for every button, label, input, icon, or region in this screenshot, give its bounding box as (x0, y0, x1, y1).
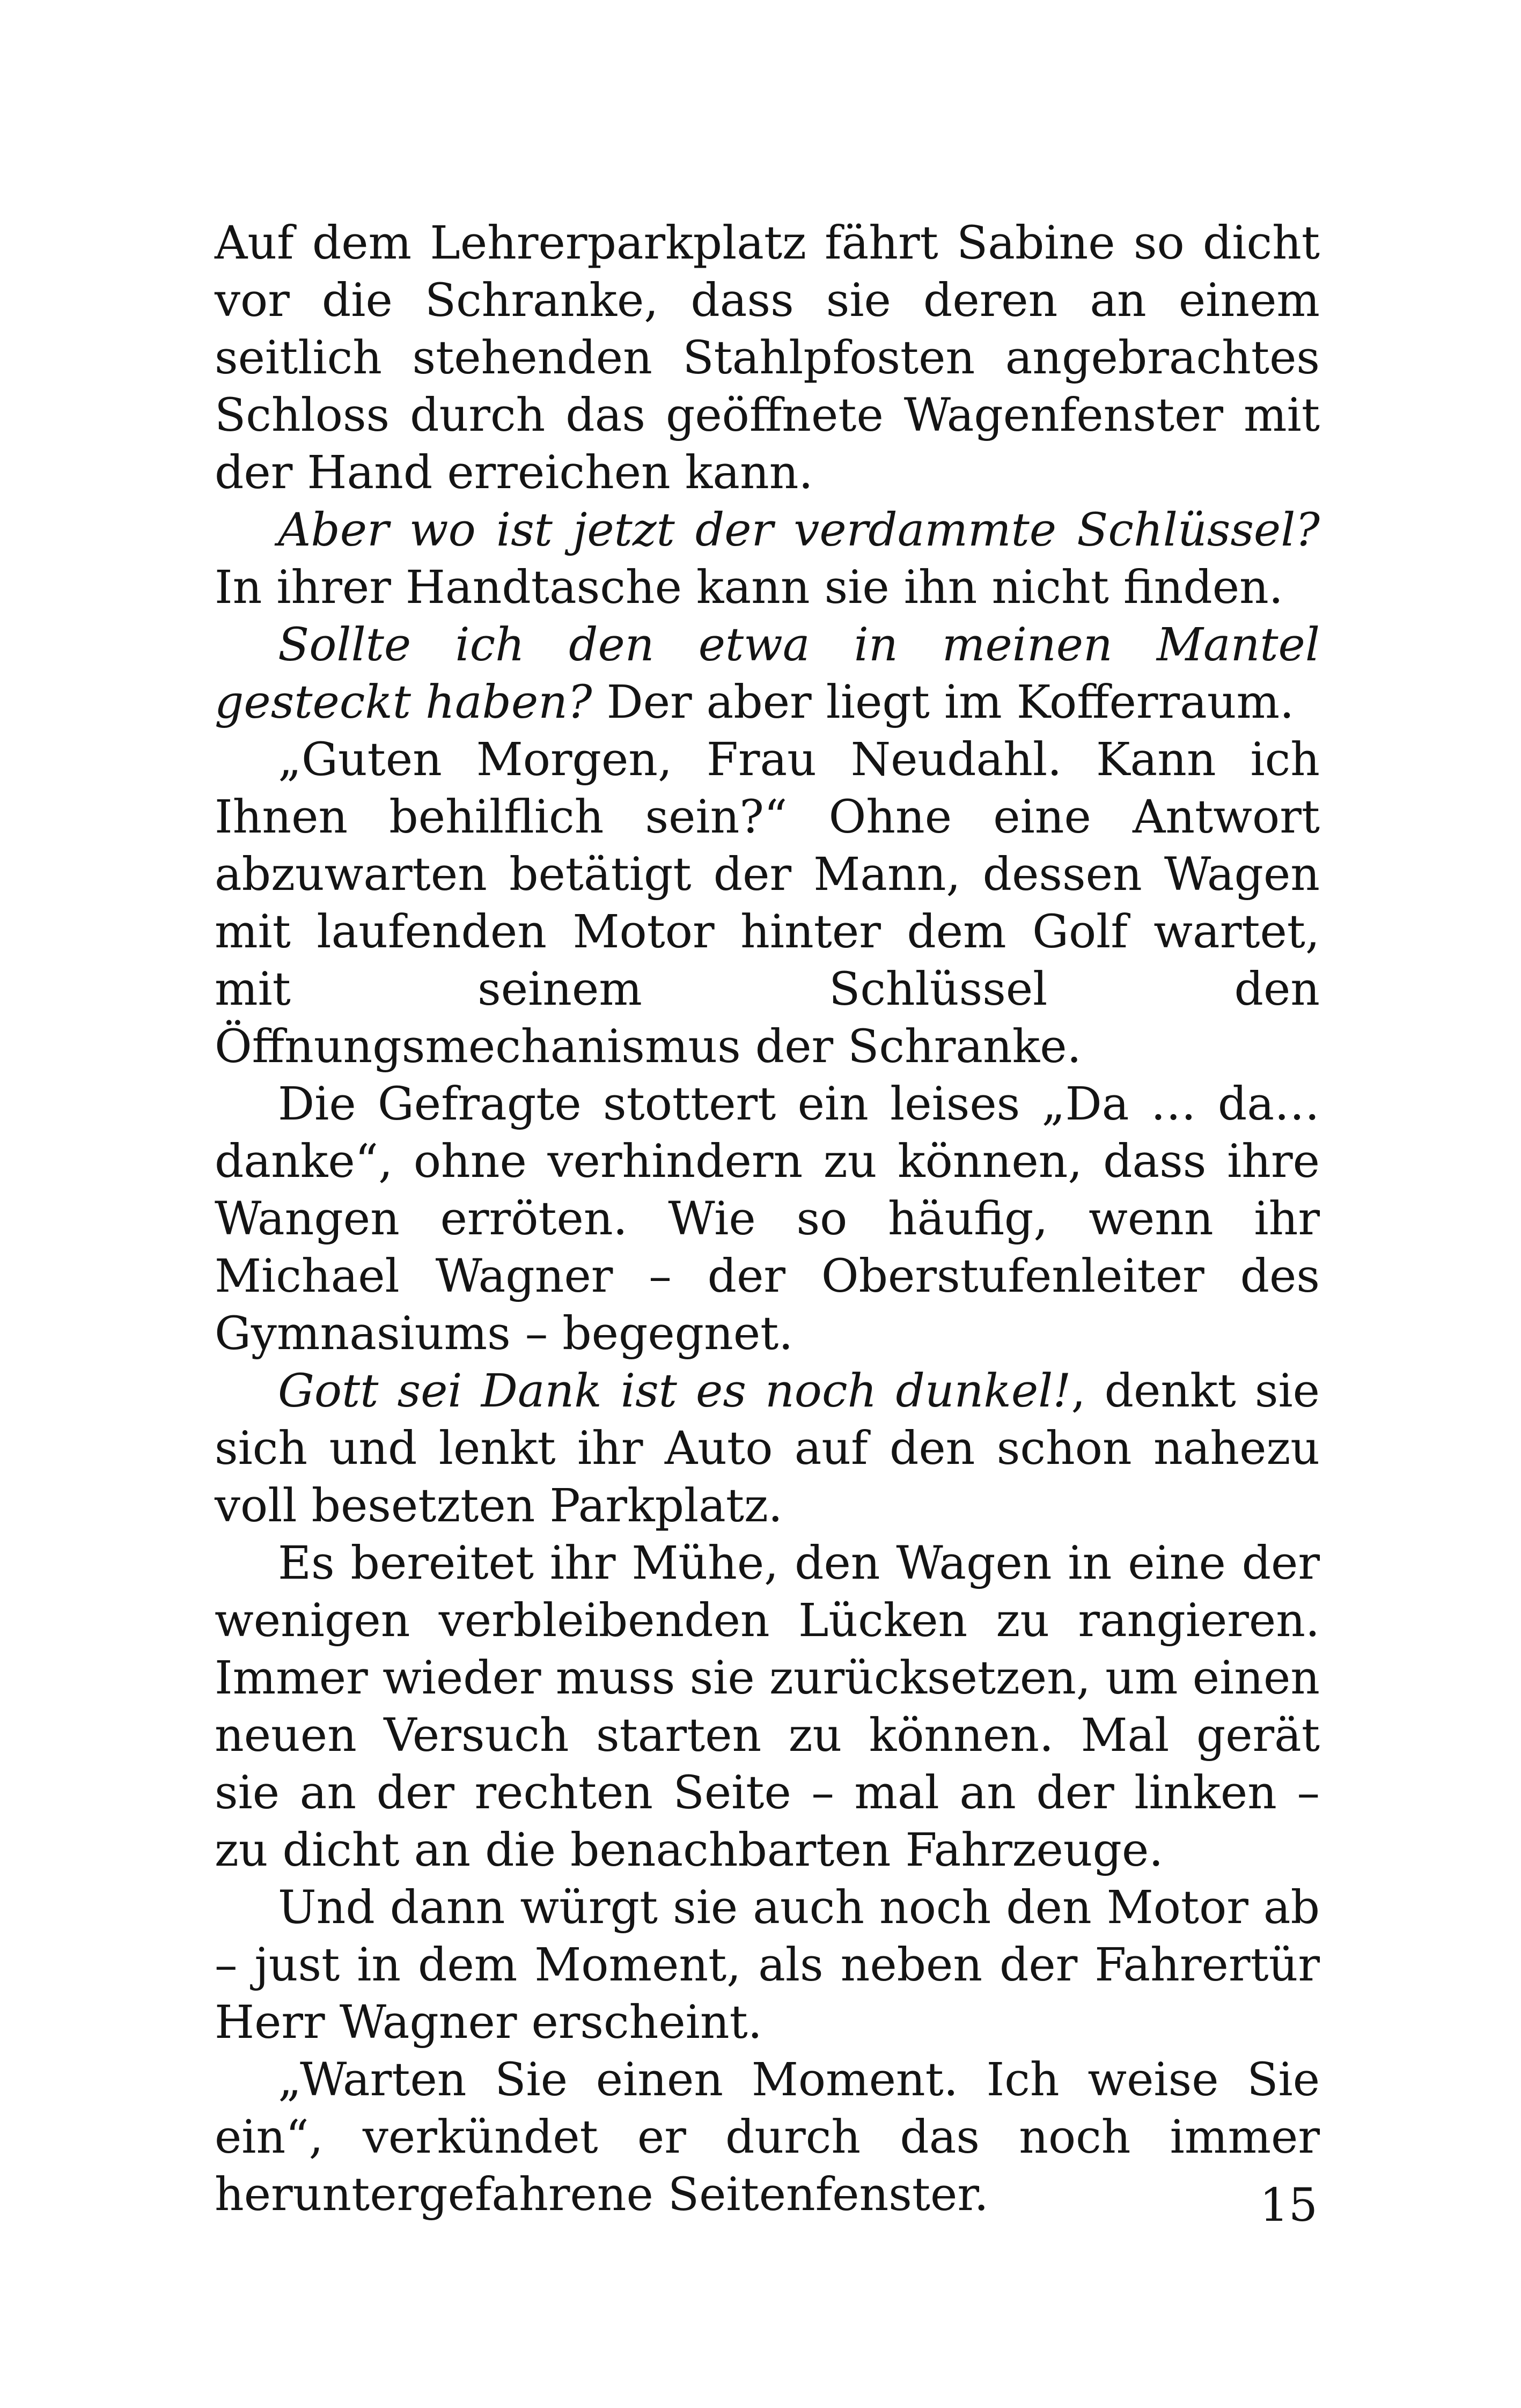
paragraph-8 (215, 1879, 1320, 2051)
page-number: 15 (1259, 2179, 1318, 2232)
paragraph-2-text: In ihrer Handtasche kann sie ihn nicht finden. (215, 561, 1283, 614)
paragraph-5 (215, 1076, 1320, 1363)
page-body (215, 215, 1320, 2223)
paragraph-6-italic: Gott sei Dank ist es noch dunkel! (278, 1365, 1071, 1418)
paragraph-4-text: „Guten Morgen, Frau Neudahl. Kann ich Ihnen behilflich sein?“ Ohne eine Antwort abzuwarten betätigt der Mann, dessen Wagen mit laufenden Motor hinter dem Golf wartet, mit seinem Schlüssel den Öffnungsmechanismus der Schranke. (215, 733, 1320, 1073)
paragraph-5-text: Die Gefragte stottert ein leises „Da … da… danke“, ohne verhindern zu können, dass ihre Wangen erröten. Wie so häufig, wenn ihr Michael Wagner – der Oberstufenleiter des Gymnasiums – begegnet. (215, 1078, 1320, 1360)
paragraph-7 (215, 1535, 1320, 1879)
paragraph-3 (215, 616, 1320, 731)
paragraph-1-text: Auf dem Lehrerparkplatz fährt Sabine so dicht vor die Schranke, dass sie deren an einem seitlich stehenden Stahlpfosten angebrachtes Schloss durch das geöffnete Wagenfenster mit der Hand erreichen kann. (215, 217, 1320, 499)
paragraph-2 (215, 502, 1320, 616)
paragraph-6-text: , denkt sie sich und lenkt ihr Auto auf den schon nahezu voll besetzten Parkplatz. (215, 1365, 1320, 1533)
paragraph-1 (215, 215, 1320, 502)
paragraph-4 (215, 731, 1320, 1076)
paragraph-3-text: Der aber liegt im Kofferraum. (592, 676, 1295, 729)
paragraph-8-text: Und dann würgt sie auch noch den Motor ab – just in dem Moment, als neben der Fahrertür Herr Wagner erscheint. (215, 1881, 1320, 2049)
paragraph-6 (215, 1363, 1320, 1535)
paragraph-9 (215, 2051, 1320, 2223)
paragraph-3-italic: Sollte ich den etwa in meinen Mantel gesteckt haben? (215, 618, 1320, 729)
paragraph-2-italic: Aber wo ist jetzt der verdammte Schlüssel? (278, 504, 1320, 557)
paragraph-9-text: „Warten Sie einen Moment. Ich weise Sie ein“, verkündet er durch das noch immer heruntergefahrene Seitenfenster. (215, 2053, 1320, 2221)
paragraph-7-text: Es bereitet ihr Mühe, den Wagen in eine der wenigen verbleibenden Lücken zu rangieren. Immer wieder muss sie zurücksetzen, um einen neuen Versuch starten zu können. Mal gerät sie an der rechten Seite – mal an der linken – zu dicht an die benachbarten Fahrzeuge. (215, 1537, 1320, 1877)
